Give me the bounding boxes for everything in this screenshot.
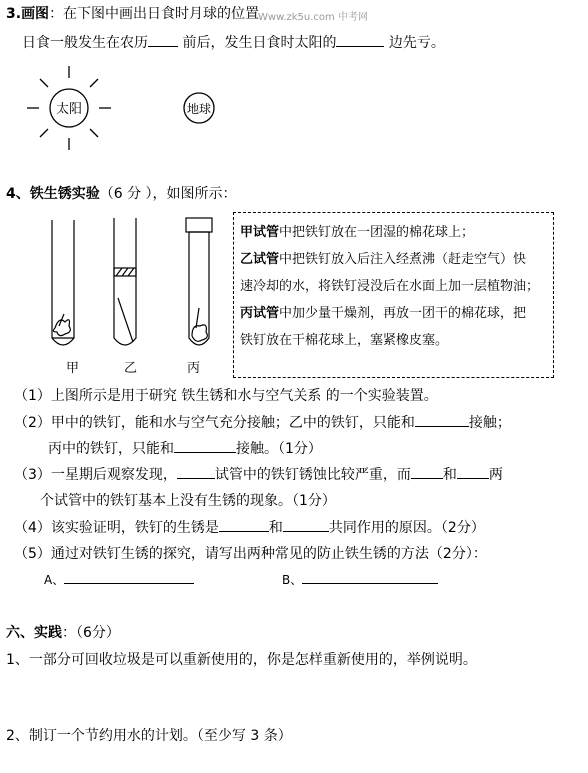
q4-sub-5: （5）通过对铁钉生锈的探究，请写出两种常见的防止铁生锈的方法（2分）： (14, 546, 487, 562)
q4-title-bold: 4、铁生锈实验 (6, 186, 100, 202)
tube-label-bing: 丙 (187, 361, 201, 376)
q3-number: 3. (6, 6, 22, 22)
q4-sub-2-text-d: 接触。（1分） (236, 441, 322, 457)
box-line-2-text: 中把铁钉放入后注入经煮沸（赶走空气）快 (279, 252, 527, 267)
tube-label-yi: 乙 (124, 361, 138, 376)
section-6-title-text: ：（6分） (62, 625, 120, 641)
q4-sub-3-text-c: 和 (442, 467, 457, 483)
q4-sub-4-text-c: 共同作用的原因。（2分） (328, 520, 485, 536)
box-line-3: 速冷却的水，将铁钉浸没后在水面上加一层植物油； (240, 279, 540, 294)
q4-option-a-blank[interactable] (64, 569, 194, 584)
q4-sub-2 (14, 412, 511, 432)
q4-option-b-label: B、 (282, 573, 303, 587)
q3-text-c: 边先亏。 (388, 35, 445, 51)
q4-sub-2-line-2 (48, 438, 322, 458)
box-jia-label: 甲试管 (240, 225, 280, 240)
experiment-description-box (233, 212, 554, 378)
box-line-4-text: 中加少量干燥剂，再放一团干的棉花球，把 (279, 306, 527, 321)
q4-sub-4-text-a: （4）该实验证明，铁钉的生锈是 (14, 520, 219, 536)
q3-title-bold: 画图 (21, 6, 50, 22)
q4-blank-4a[interactable] (219, 517, 269, 532)
section-6-title-bold: 六、实践 (6, 625, 62, 641)
box-line-1-text: 中把铁钉放在一团湿的棉花球上； (279, 225, 475, 240)
q4-sub-3-text-d: 两 (488, 467, 503, 483)
earth-label: 地球 (186, 102, 212, 116)
q4-blank-3c[interactable] (457, 464, 489, 479)
q4-option-b (282, 569, 438, 588)
box-line-1 (240, 219, 547, 246)
q3-text-b: 前后，发生日食时太阳的 (182, 35, 337, 51)
tube-bing-icon (186, 218, 212, 345)
q3-fill-line (22, 32, 445, 52)
box-line-4 (240, 300, 547, 327)
box-line-5: 铁钉放在干棉花球上，塞紧橡皮塞。 (240, 333, 449, 348)
q4-sub-4-text-b: 和 (268, 520, 283, 536)
tube-jia-icon (52, 220, 74, 345)
q4-option-a-label: A、 (44, 573, 65, 587)
q3-title-text: ：在下图中画出日食时月球的位置 (49, 6, 260, 22)
box-line-2 (240, 246, 547, 273)
box-yi-label: 乙试管 (240, 252, 280, 267)
q4-sub-1: （1）上图所示是用于研究 铁生锈和水与空气关系 的一个实验装置。 (14, 388, 438, 404)
watermark: Www.zk5u.com 中考网 (258, 12, 368, 23)
sun-label: 太阳 (55, 102, 83, 117)
tube-label-jia: 甲 (66, 361, 80, 376)
tube-yi-icon (114, 218, 136, 345)
q4-sub-4 (14, 517, 485, 537)
q4-blank-2b[interactable] (174, 438, 236, 453)
q4-blank-4b[interactable] (283, 517, 329, 532)
q4-sub-3-text-a: （3）一星期后观察发现， (14, 467, 177, 483)
q4-sub-2-text-b: 接触； (468, 415, 511, 431)
test-tubes-diagram (0, 210, 230, 380)
q4-blank-3a[interactable] (177, 464, 215, 479)
q4-sub-3-text-b: 试管中的铁钉锈蚀比较严重，而 (214, 467, 411, 483)
section-6-item-1: 1、一部分可回收垃圾是可以重新使用的，你是怎样重新使用的，举例说明。 (6, 652, 477, 668)
q3-blank-1[interactable] (148, 32, 178, 47)
q4-title (6, 183, 237, 203)
q4-sub-2-text-a: （2）甲中的铁钉，能和水与空气充分接触；乙中的铁钉，只能和 (14, 415, 415, 431)
q4-sub-3-line-2: 个试管中的铁钉基本上没有生锈的现象。（1分） (40, 493, 336, 509)
q3-title (6, 3, 259, 23)
sun-earth-diagram (0, 58, 588, 168)
q4-sub-2-text-c: 丙中的铁钉，只能和 (48, 441, 174, 457)
q4-blank-3b[interactable] (411, 464, 443, 479)
section-6-title (6, 622, 120, 642)
q4-option-a (44, 569, 194, 588)
q4-title-text: （6 分 ），如图所示： (99, 186, 237, 202)
q4-sub-3 (14, 464, 503, 484)
box-bing-label: 丙试管 (240, 306, 280, 321)
q4-option-b-blank[interactable] (302, 569, 438, 584)
q3-text-a: 日食一般发生在农历 (22, 35, 148, 51)
q4-blank-2a[interactable] (415, 412, 469, 427)
q3-blank-2[interactable] (336, 32, 384, 47)
section-6-item-2: 2、制订一个节约用水的计划。（至少写 3 条） (6, 728, 292, 744)
